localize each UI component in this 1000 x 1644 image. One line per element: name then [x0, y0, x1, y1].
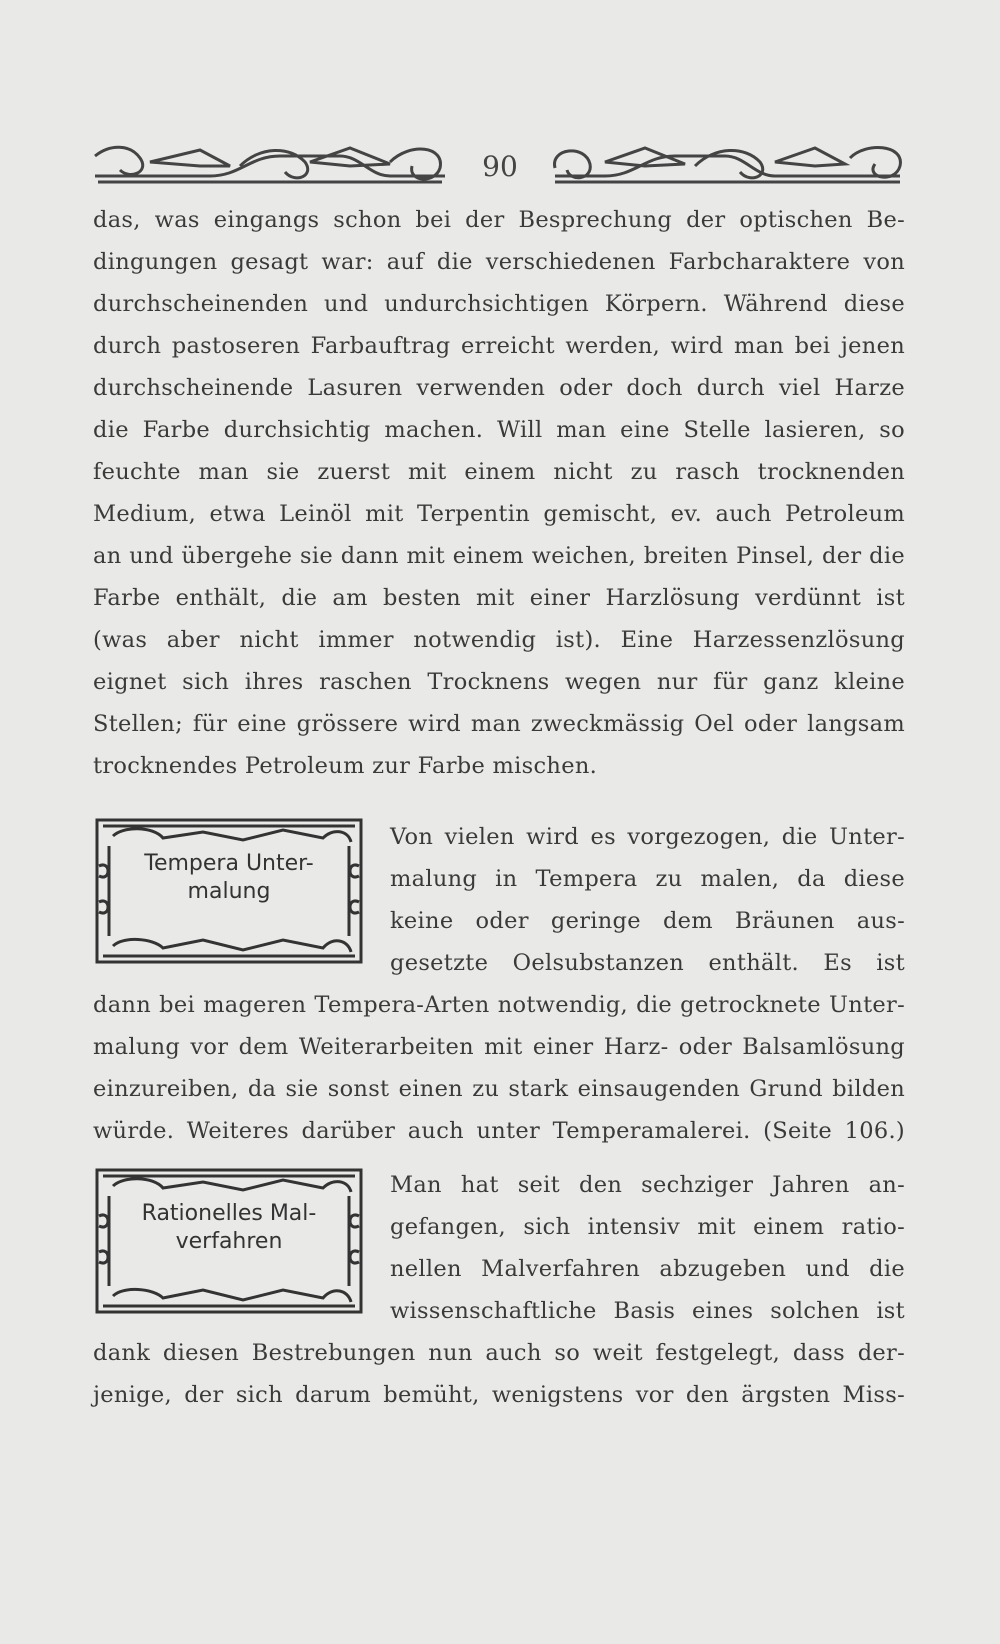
text-line: das, was eingangs schon bei der Besprechung der optischen Be-: [93, 207, 905, 233]
text-line: eignet sich ihres raschen Trocknens wegen nur für ganz kleine: [93, 669, 905, 695]
text-line: feuchte man sie zuerst mit einem nicht zu rasch trocknenden: [93, 459, 905, 485]
text-line: wissenschaftliche Basis eines solchen ist: [390, 1298, 905, 1324]
text-line: an und übergehe sie dann mit einem weichen, breiten Pinsel, der die: [93, 543, 905, 569]
text-line: gefangen, sich intensiv mit einem ratio-: [390, 1214, 905, 1240]
text-line: dingungen gesagt war: auf die verschiedenen Farbcharaktere von: [93, 249, 905, 275]
text-line: (was aber nicht immer notwendig ist). Eine Harzessenzlösung: [93, 627, 905, 653]
ornament-right-icon: [545, 136, 910, 198]
page-number: 90: [482, 150, 518, 183]
text-line: malung vor dem Weiterarbeiten mit einer Harz- oder Balsamlösung: [93, 1034, 905, 1060]
page-header: [90, 136, 910, 198]
sidenote-label-line: malung: [187, 879, 271, 904]
text-line: jenige, der sich darum bemüht, wenigstens vor den ärgsten Miss-: [93, 1382, 905, 1408]
ornament-left-icon: [90, 136, 450, 198]
text-line: Man hat seit den sechziger Jahren an-: [390, 1172, 905, 1198]
text-line: gesetzte Oelsubstanzen enthält. Es ist: [390, 950, 905, 976]
sidenote-label: [119, 1200, 339, 1256]
text-line: dank diesen Bestrebungen nun auch so weit festgelegt, dass der-: [93, 1340, 905, 1366]
sidenote-label-line: Tempera Unter-: [144, 851, 314, 876]
text-line: einzureiben, da sie sonst einen zu stark einsaugenden Grund bilden: [93, 1076, 905, 1102]
sidenote-label-line: Rationelles Mal-: [141, 1201, 317, 1226]
text-line: dann bei mageren Tempera-Arten notwendig, die getrocknete Unter-: [93, 992, 905, 1018]
text-line: Medium, etwa Leinöl mit Terpentin gemischt, ev. auch Petroleum: [93, 501, 905, 527]
sidenote-tempera-untermalung: [93, 816, 365, 966]
text-line: die Farbe durchsichtig machen. Will man eine Stelle lasieren, so: [93, 417, 905, 443]
text-line: durchscheinende Lasuren verwenden oder doch durch viel Harze: [93, 375, 905, 401]
sidenote-label: [119, 850, 339, 906]
sidenote-label-line: verfahren: [175, 1229, 283, 1254]
text-line: trocknendes Petroleum zur Farbe mischen.: [93, 753, 598, 779]
text-line: malung in Tempera zu malen, da diese: [390, 866, 905, 892]
text-line: keine oder geringe dem Bräunen aus-: [390, 908, 905, 934]
text-line: durch pastoseren Farbauftrag erreicht werden, wird man bei jenen: [93, 333, 905, 359]
text-line: Stellen; für eine grössere wird man zweckmässig Oel oder langsam: [93, 711, 905, 737]
text-line: nellen Malverfahren abzugeben und die: [390, 1256, 905, 1282]
text-line: Von vielen wird es vorgezogen, die Unter-: [390, 824, 905, 850]
text-line: Farbe enthält, die am besten mit einer Harzlösung verdünnt ist: [93, 585, 905, 611]
text-line: würde. Weiteres darüber auch unter Temperamalerei. (Seite 106.): [93, 1118, 905, 1144]
text-line: durchscheinenden und undurchsichtigen Körpern. Während diese: [93, 291, 905, 317]
sidenote-rationelles-malverfahren: [93, 1166, 365, 1316]
